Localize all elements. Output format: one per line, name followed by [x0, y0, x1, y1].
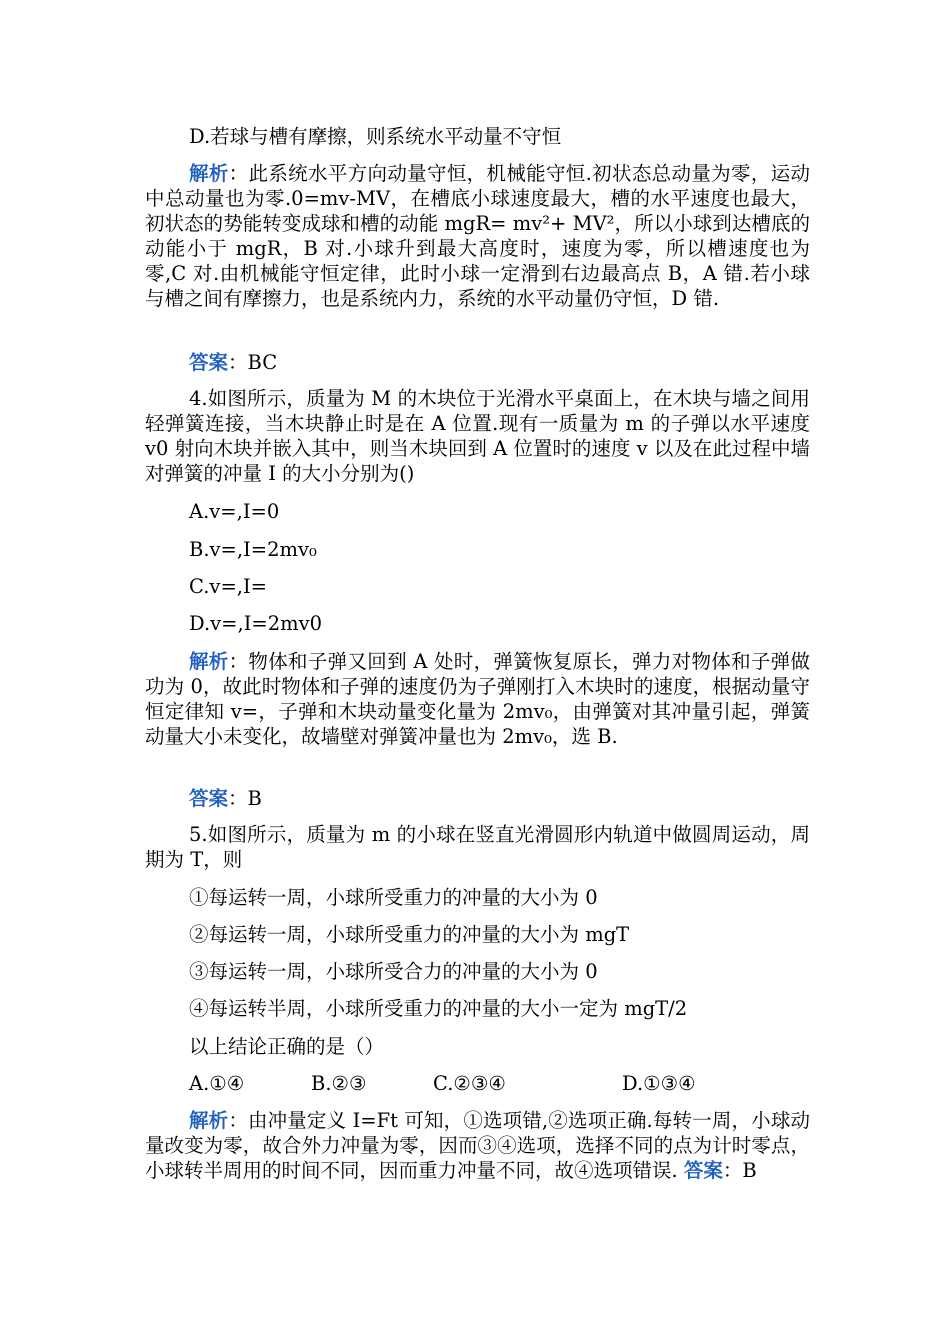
q3-option-d: D.若球与槽有摩擦，则系统水平动量不守恒: [189, 125, 562, 148]
analysis-text: ：物体和子弹又回到 A 处时，弹簧恢复原长，弹力对物体和子弹做功为 0，故此时物体和子弹的速度仍为子弹刚打入木块时的速度，根据动量守恒定律知 v=，子弹和木块动量变化量为 2mv₀，由弹簧对其冲量引起，弹簧动量大小未变化，故墙壁对弹簧冲量也为 2mv₀，选 B.: [145, 650, 810, 748]
analysis-text: ：由冲量定义 I=Ft 可知，①选项错,②选项正确.每转一周，小球动量改变为零，故合外力冲量为零，因而③④选项，选择不同的点为计时零点，小球转半周用的时间不同，因而重力冲量不同，故④选项错误.: [145, 1109, 810, 1182]
answer-text: ：B: [228, 787, 262, 810]
q4-option-d: D.v=,I=2mv0: [189, 612, 323, 635]
answer-text: ：BC: [228, 351, 278, 374]
answer-label: 答案: [189, 351, 229, 374]
q5-analysis: [145, 1108, 810, 1183]
q4-stem-text: 4.如图所示，质量为 M 的木块位于光滑水平桌面上，在木块与墙之间用轻弹簧连接，当木块静止时是在 A 位置.现有一质量为 m 的子弹以水平速度 v0 射向木块并嵌入其中，则当木块回到 A 位置时的速度 v 以及在此过程中墙对弹簧的冲量 I 的大小分别为(): [145, 387, 810, 485]
q5-option-b: B.②③: [311, 1072, 367, 1095]
q4-answer: [189, 786, 262, 811]
q5-option-a: A.①④: [189, 1072, 245, 1095]
answer-text: ：B: [722, 1159, 757, 1182]
answer-label: 答案: [683, 1159, 723, 1182]
q5-statement-4: ④每运转半周，小球所受重力的冲量的大小一定为 mgT/2: [189, 997, 688, 1020]
q4-option-a: A.v=,I=0: [189, 500, 280, 523]
analysis-label: 解析: [189, 162, 229, 185]
q4-stem: [145, 386, 810, 486]
q5-stem: [145, 822, 810, 872]
q4-option-c: C.v=,I=: [189, 575, 268, 598]
q3-answer: [189, 350, 277, 375]
q5-statement-1: ①每运转一周，小球所受重力的冲量的大小为 0: [189, 886, 598, 909]
q5-statement-2: ②每运转一周，小球所受重力的冲量的大小为 mgT: [189, 923, 630, 946]
q5-statement-3: ③每运转一周，小球所受合力的冲量的大小为 0: [189, 960, 598, 983]
analysis-label: 解析: [189, 650, 229, 673]
q4-analysis: [145, 649, 810, 749]
q3-analysis: [145, 161, 810, 311]
q5-option-d: D.①③④: [622, 1072, 696, 1095]
q5-prompt: 以上结论正确的是（）: [189, 1035, 385, 1058]
q5-stem-text: 5.如图所示，质量为 m 的小球在竖直光滑圆形内轨道中做圆周运动，周期为 T，则: [145, 823, 810, 871]
analysis-text: ：此系统水平方向动量守恒，机械能守恒.初状态总动量为零，运动中总动量也为零.0=mv-MV，在槽底小球速度最大，槽的水平速度也最大，初状态的势能转变成球和槽的动能 mgR= mv²+ MV²，所以小球到达槽底的动能小于 mgR，B 对.小球升到最大高度时，速度为零，所以槽速度也为零,C 对.由机械能守恒定律，此时小球一定滑到右边最高点 B，A 错.若小球与槽之间有摩擦力，也是系统内力，系统的水平动量仍守恒，D 错.: [145, 162, 810, 310]
analysis-label: 解析: [189, 1109, 229, 1132]
q5-option-c: C.②③④: [433, 1072, 506, 1095]
q4-option-b: B.v=,I=2mv₀: [189, 538, 317, 561]
answer-label: 答案: [189, 787, 229, 810]
